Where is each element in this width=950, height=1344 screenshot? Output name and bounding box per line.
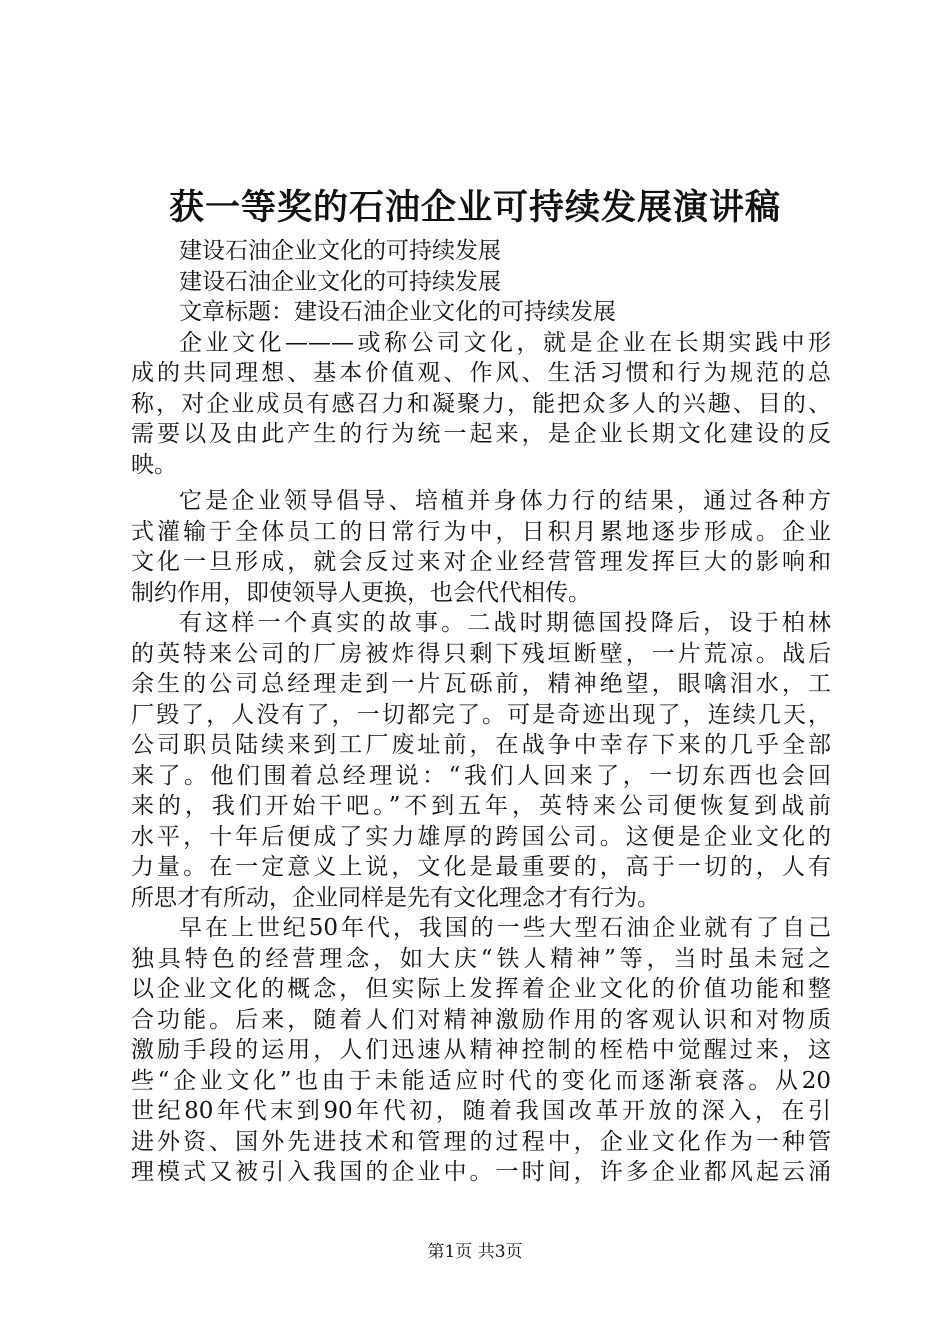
text-line: 建设石油企业文化的可持续发展 [179,268,501,295]
text-line: 以企业文化的概念，但实际上发挥着企业文化的价值功能和整 [131,976,831,1002]
text-line: 来的，我们开始干吧。”不到五年，英特来公司便恢复到战前 [131,793,831,819]
text-line: 些“企业文化”也由于未能适应时代的变化而逐渐衰落。从20 [131,1067,831,1094]
text-line: 需要以及由此产生的行为统一起来，是企业长期文化建设的反 [131,421,831,447]
text-line: 制约作用，即使领导人更换，也会代代相传。 [131,579,591,606]
text-line: 来了。他们围着总经理说：“我们人回来了，一切东西也会回 [131,762,831,789]
text-line: 水平，十年后便成了实力雄厚的跨国公司。这便是企业文化的 [131,823,831,850]
page-footer: 第1页 共3页 [427,1242,523,1262]
text-line: 理模式又被引入我国的企业中。一时间，许多企业都风起云涌 [131,1159,831,1185]
text-line: 它是企业领导倡导、培植并身体力行的结果，通过各种方 [179,488,831,514]
text-line: 的英特来公司的厂房被炸得只剩下残垣断壁，一片荒凉。战后 [131,640,831,667]
text-line: 厂毁了，人没有了，一切都完了。可是奇迹出现了，连续几天， [131,701,831,728]
text-line: 有这样一个真实的故事。二战时期德国投降后，设于柏林 [179,610,831,636]
text-line: 建设石油企业文化的可持续发展 [179,238,501,264]
text-line: 称，对企业成员有感召力和凝聚力，能把众多人的兴趣、目的、 [131,390,831,417]
text-line: 世纪80年代末到90年代初，随着我国改革开放的深入，在引 [131,1098,831,1124]
text-line: 早在上世纪50年代，我国的一些大型石油企业就有了自己 [179,915,831,941]
text-line: 进外资、国外先进技术和管理的过程中，企业文化作为一种管 [131,1128,831,1155]
text-line: 成的共同理想、基本价值观、作风、生活习惯和行为规范的总 [131,360,831,386]
text-line: 文化一旦形成，就会反过来对企业经营管理发挥巨大的影响和 [131,549,831,575]
text-line: 映。 [131,451,177,478]
text-line: 激励手段的运用，人们迅速从精神控制的桎梏中觉醒过来，这 [131,1037,831,1063]
text-line: 文章标题：建设石油企业文化的可持续发展 [179,299,616,325]
text-line: 力量。在一定意义上说，文化是最重要的，高于一切的，人有 [131,854,831,880]
document-body [131,236,831,1188]
text-line: 独具特色的经营理念，如大庆“铁人精神”等，当时虽未冠之 [131,945,831,972]
text-line: 公司职员陆续来到工厂废址前，在战争中幸存下来的几乎全部 [131,732,831,758]
text-line: 企业文化———或称公司文化，就是企业在长期实践中形 [179,329,831,356]
text-line: 式灌输于全体员工的日常行为中，日积月累地逐步形成。企业 [131,518,831,545]
text-line: 所思才有所动，企业同样是先有文化理念才有行为。 [131,884,660,911]
text-line: 余生的公司总经理走到一片瓦砾前，精神绝望，眼噙泪水，工 [131,671,831,697]
text-line: 合功能。后来，随着人们对精神激励作用的客观认识和对物质 [131,1006,831,1033]
document-title: 获一等奖的石油企业可持续发展演讲稿 [168,187,781,228]
